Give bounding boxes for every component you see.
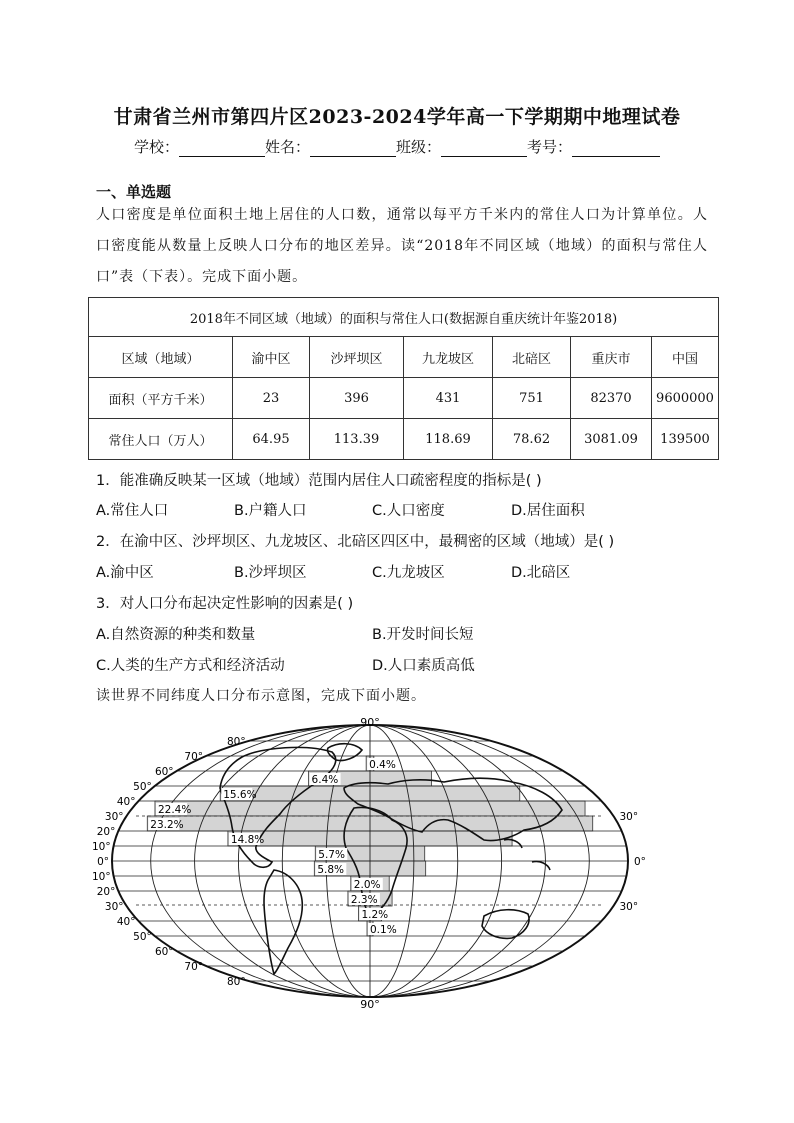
- q2-option-a[interactable]: A.渝中区: [96, 565, 154, 581]
- latitude-label-left: 70°: [184, 961, 204, 973]
- number-blank[interactable]: [572, 142, 660, 157]
- header-cell: 重庆市: [571, 337, 652, 378]
- table-cell: 64.95: [233, 419, 310, 460]
- section-title: 一、单选题: [96, 183, 172, 201]
- q3-option-c[interactable]: C.人类的生产方式和经济活动: [96, 658, 285, 674]
- number-label: 考号：: [527, 138, 573, 156]
- class-label: 班级：: [396, 138, 442, 156]
- table-row: [89, 378, 719, 419]
- table-cell: 751: [493, 378, 571, 419]
- header-cell: 中国: [652, 337, 719, 378]
- q1-option-b[interactable]: B.户籍人口: [234, 503, 307, 519]
- q3-option-b[interactable]: B.开发时间长短: [372, 627, 474, 643]
- q1-option-d[interactable]: D.居住面积: [511, 503, 585, 519]
- table-caption: 2018年不同区域（地域）的面积与常住人口(数据源自重庆统计年鉴2018): [89, 298, 719, 337]
- school-label: 学校：: [133, 138, 179, 156]
- percentage-label: 6.4%: [311, 774, 339, 786]
- percentage-label: 0.1%: [370, 924, 397, 936]
- percentage-label: 5.7%: [318, 849, 345, 861]
- intro-paragraph: 人口密度是单位面积土地上居住的人口数，通常以每平方千米内的常住人口为计算单位。人口密度能从数量上反映人口分布的地区差异。读“2018年不同区域（地域）的面积与常住人口”表（下表）。完成下面小题。: [96, 207, 708, 285]
- latitude-label-left: 20°: [96, 886, 116, 898]
- table-cell: 82370: [571, 378, 652, 419]
- student-info-line: [0, 136, 794, 157]
- latitude-label-left: 40°: [116, 796, 136, 808]
- latitude-label-left: 30°: [104, 811, 124, 823]
- name-blank[interactable]: [310, 142, 396, 157]
- latitude-label-left: 60°: [154, 766, 174, 778]
- latitude-label-left: 0°: [97, 856, 109, 868]
- header-cell: 区域（地域）: [89, 337, 233, 378]
- percentage-label: 15.6%: [223, 789, 257, 801]
- population-table: [88, 297, 719, 460]
- latitude-label-right: 30°: [619, 901, 639, 913]
- header-cell: 北碚区: [493, 337, 571, 378]
- percentage-label: 23.2%: [150, 819, 184, 831]
- latitude-label-left: 30°: [104, 901, 124, 913]
- q2-option-d[interactable]: D.北碚区: [511, 565, 571, 581]
- percentage-label: 22.4%: [157, 804, 192, 816]
- table-cell: 139500: [652, 419, 719, 460]
- north-pole-label: 90°: [360, 716, 380, 729]
- latitude-label-left: 40°: [116, 916, 136, 928]
- percentage-label: 14.8%: [230, 834, 265, 846]
- class-blank[interactable]: [441, 142, 527, 157]
- latitude-label-left: 50°: [133, 931, 152, 943]
- table-cell: 78.62: [493, 419, 571, 460]
- table-cell: 396: [310, 378, 404, 419]
- table-cell: 3081.09: [571, 419, 652, 460]
- latitude-label-left: 70°: [184, 751, 204, 763]
- table-cell: 113.39: [310, 419, 404, 460]
- percentage-label: 5.8%: [317, 864, 345, 876]
- question-2-stem: 2．在渝中区、沙坪坝区、九龙坡区、北碚区四区中，最稠密的区域（地域）是( ): [96, 534, 615, 550]
- percentage-label: 1.2%: [361, 909, 389, 921]
- q3-option-a[interactable]: A.自然资源的种类和数量: [96, 627, 256, 643]
- map-intro: 读世界不同纬度人口分布示意图，完成下面小题。: [96, 688, 426, 704]
- latitude-label-left: 80°: [226, 976, 246, 988]
- school-blank[interactable]: [179, 142, 265, 157]
- q1-option-c[interactable]: C.人口密度: [372, 503, 445, 519]
- latitude-label-left: 60°: [154, 946, 174, 958]
- question-1-stem: 1．能准确反映某一区域（地域）范围内居住人口疏密程度的指标是( ): [96, 473, 542, 489]
- page-title: 甘肃省兰州市第四片区2023-2024学年高一下学期期中地理试卷: [113, 106, 681, 128]
- latitude-label-left: 80°: [226, 736, 246, 748]
- table-cell: 9600000: [652, 378, 719, 419]
- name-label: 姓名：: [264, 138, 310, 156]
- table-header-row: [89, 337, 719, 378]
- table-cell: 面积（平方千米）: [89, 378, 233, 419]
- table-cell: 23: [233, 378, 310, 419]
- latitude-label-right: 30°: [619, 811, 639, 823]
- latitude-label-left: 20°: [96, 826, 116, 838]
- latitude-label-left: 50°: [133, 781, 152, 793]
- question-3-stem: 3．对人口分布起决定性影响的因素是( ): [96, 596, 354, 612]
- table-cell: 118.69: [404, 419, 493, 460]
- latitude-label-left: 10°: [92, 871, 111, 883]
- table-cell: 常住人口（万人）: [89, 419, 233, 460]
- percentage-label: 0.4%: [369, 759, 396, 771]
- percentage-label: 2.3%: [350, 894, 378, 906]
- latitude-label-right: 0°: [634, 856, 646, 868]
- header-cell: 沙坪坝区: [310, 337, 404, 378]
- q1-option-a[interactable]: A.常住人口: [96, 503, 169, 519]
- table-row: [89, 419, 719, 460]
- q2-option-b[interactable]: B.沙坪坝区: [234, 565, 307, 581]
- world-population-map: [92, 712, 652, 1012]
- q3-option-d[interactable]: D.人口素质高低: [372, 658, 475, 674]
- south-pole-label: 90°: [360, 998, 380, 1011]
- table-cell: 431: [404, 378, 493, 419]
- header-cell: 九龙坡区: [404, 337, 493, 378]
- percentage-label: 2.0%: [353, 879, 381, 891]
- q2-option-c[interactable]: C.九龙坡区: [372, 565, 445, 581]
- header-cell: 渝中区: [233, 337, 310, 378]
- latitude-label-left: 10°: [92, 841, 111, 853]
- map-body: [92, 712, 652, 1012]
